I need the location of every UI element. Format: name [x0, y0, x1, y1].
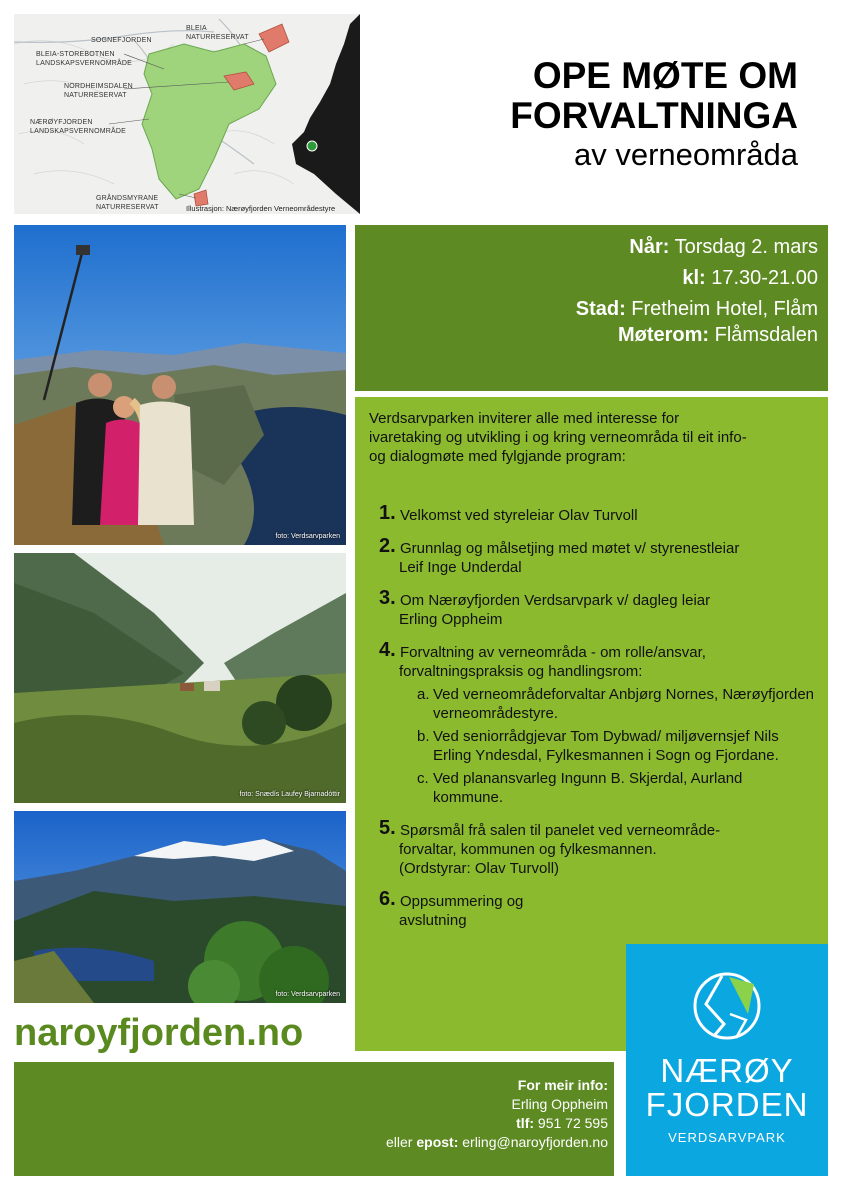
info-when-value: Torsdag 2. mars — [669, 236, 818, 258]
logo-line-2: FJORDEN — [645, 1086, 809, 1123]
map-label-naroyfjorden-line1: NÆRØYFJORDEN — [30, 119, 93, 126]
poster-title — [370, 56, 798, 174]
program-item-5 — [369, 817, 814, 878]
program-item-1 — [369, 502, 814, 525]
contact-phone — [14, 1114, 608, 1133]
contact-name: Erling Oppheim — [511, 1096, 608, 1112]
contact-email-value[interactable]: erling@naroyfjorden.no — [458, 1134, 608, 1150]
naroyfjorden-logo — [626, 944, 828, 1176]
program-item-5-text-cont: forvaltar, kommunen og fylkesmannen. — [399, 841, 657, 858]
photo-selfie-mountain — [14, 225, 346, 545]
program-item-5-text: Spørsmål frå salen til panelet ved verneområde- — [400, 822, 721, 839]
photo-valley-graphic — [14, 553, 346, 803]
info-when — [355, 237, 818, 257]
map-label-storebotnen-line1: BLEIA-STOREBOTNEN — [36, 51, 115, 58]
meeting-info-box — [355, 225, 828, 391]
contact-phone-value: 951 72 595 — [534, 1115, 608, 1131]
map-label-grandsmyrane-line2: NATURRESERVAT — [96, 204, 159, 211]
map-label-naroyfjorden — [30, 118, 126, 136]
program-item-1-text: Velkomst ved styreleiar Olav Turvoll — [400, 507, 638, 524]
info-place — [355, 299, 818, 319]
title-line-2: FORVALTNINGA — [510, 95, 798, 136]
program-item-5-moderator: (Ordstyrar: Olav Turvoll) — [399, 860, 560, 877]
photo-fjord-graphic — [14, 811, 346, 1003]
program-item-4-number: 4. — [379, 639, 396, 661]
info-room — [355, 325, 818, 345]
program-subitem-c-letter: c. — [417, 770, 429, 787]
program-item-3-number: 3. — [379, 587, 396, 609]
map-label-grandsmyrane-line1: GRÅNDSMYRANE — [96, 195, 159, 202]
program-subitem-b — [399, 727, 814, 765]
protected-areas-map — [14, 14, 360, 214]
map-label-storebotnen-line2: LANDSKAPSVERNOMRÅDE — [36, 60, 132, 67]
program-item-6-text: Oppsummering og — [400, 893, 524, 910]
info-when-label: Når: — [629, 236, 670, 258]
program-item-4 — [369, 639, 815, 807]
contact-footer — [14, 1062, 614, 1176]
info-time-label: kl: — [682, 267, 706, 289]
contact-email-prefix: eller — [386, 1134, 417, 1150]
info-place-value: Fretheim Hotel, Flåm — [625, 298, 818, 320]
map-label-bleia — [186, 24, 249, 42]
program-item-1-number: 1. — [379, 502, 396, 524]
program-subitem-a-letter: a. — [417, 686, 430, 703]
contact-phone-label: tlf: — [516, 1115, 535, 1131]
website-link[interactable]: naroyfjorden.no — [14, 1012, 304, 1054]
photo-1-credit: foto: Verdsarvparken — [275, 533, 340, 540]
photo-selfie-graphic — [14, 225, 346, 545]
contact-email-label: epost: — [416, 1134, 459, 1150]
program-subitem-b-letter: b. — [417, 728, 430, 745]
map-label-nordheimsdalen — [64, 82, 133, 100]
photo-fjord-mountains — [14, 811, 346, 1003]
photo-valley-farm — [14, 553, 346, 803]
photo-3-credit: foto: Verdsarvparken — [275, 991, 340, 998]
map-label-storebotnen — [36, 50, 132, 68]
program-item-5-number: 5. — [379, 817, 396, 839]
logo-emblem-icon — [626, 944, 828, 1054]
title-line-3: av verneområda — [573, 137, 798, 172]
program-subitem-b-text: Ved seniorrådgjevar Tom Dybwad/ miljøvernsjef Nils Erling Yndesdal, Fylkesmannen i Sogn og Fjordane. — [433, 728, 779, 764]
program-item-6 — [369, 888, 814, 930]
program-subitem-a-text: Ved verneområdeforvaltar Anbjørg Nornes, Nærøyfjorden verneområdestyre. — [433, 686, 815, 722]
map-label-naroyfjorden-line2: LANDSKAPSVERNOMRÅDE — [30, 128, 126, 135]
info-time — [355, 268, 818, 288]
contact-email — [14, 1133, 608, 1152]
map-label-nordheimsdalen-line1: NORDHEIMSDALEN — [64, 83, 133, 90]
program-subitem-a — [399, 685, 814, 723]
program-item-2-number: 2. — [379, 535, 396, 557]
map-label-bleia-line1: BLEIA — [186, 25, 207, 32]
program-item-3-text: Om Nærøyfjorden Verdsarvpark v/ dagleg leiar — [400, 592, 711, 609]
logo-line-3: VERDSARVPARK — [668, 1130, 786, 1145]
program-item-6-text-cont: avslutning — [399, 912, 467, 929]
info-room-label: Møterom: — [617, 324, 710, 346]
contact-heading: For meir info: — [517, 1077, 608, 1093]
program-subitem-c-text: Ved planansvarleg Ingunn B. Skjerdal, Aurland kommune. — [433, 770, 743, 806]
program-item-3-text-cont: Erling Oppheim — [399, 611, 503, 628]
info-time-value: 17.30-21.00 — [705, 267, 818, 289]
program-item-2 — [369, 535, 814, 577]
info-place-label: Stad: — [575, 298, 626, 320]
map-graphic — [14, 14, 360, 214]
map-credit: Illustrasjon: Nærøyfjorden Verneområdestyre — [186, 204, 336, 213]
program-subitem-c — [399, 769, 814, 807]
program-item-2-text-cont: Leif Inge Underdal — [399, 559, 522, 576]
program-item-4-text: Forvaltning av verneområda - om rolle/ansvar, — [400, 644, 706, 661]
program-item-6-number: 6. — [379, 888, 396, 910]
title-line-1: OPE MØTE OM — [532, 55, 798, 96]
program-item-4-text-cont: forvaltningspraksis og handlingsrom: — [399, 663, 643, 680]
map-label-grandsmyrane — [96, 194, 159, 212]
program-item-3 — [369, 587, 814, 629]
program-intro: Verdsarvparken inviterer alle med interesse for ivaretaking og utvikling i og kring verneområda til eit info- og dialogmøte med fylgjande program: — [369, 410, 747, 465]
photo-2-credit: foto: Snædís Laufey Bjarnadóttir — [239, 791, 340, 798]
logo-line-1: NÆRØY — [660, 1052, 794, 1089]
map-label-nordheimsdalen-line2: NATURRESERVAT — [64, 92, 127, 99]
map-label-sognefjorden: SOGNEFJORDEN — [91, 37, 152, 44]
program-item-2-text: Grunnlag og målsetjing med møtet v/ styrenestleiar — [400, 540, 740, 557]
map-label-bleia-line2: NATURRESERVAT — [186, 34, 249, 41]
info-room-value: Flåmsdalen — [709, 324, 818, 346]
